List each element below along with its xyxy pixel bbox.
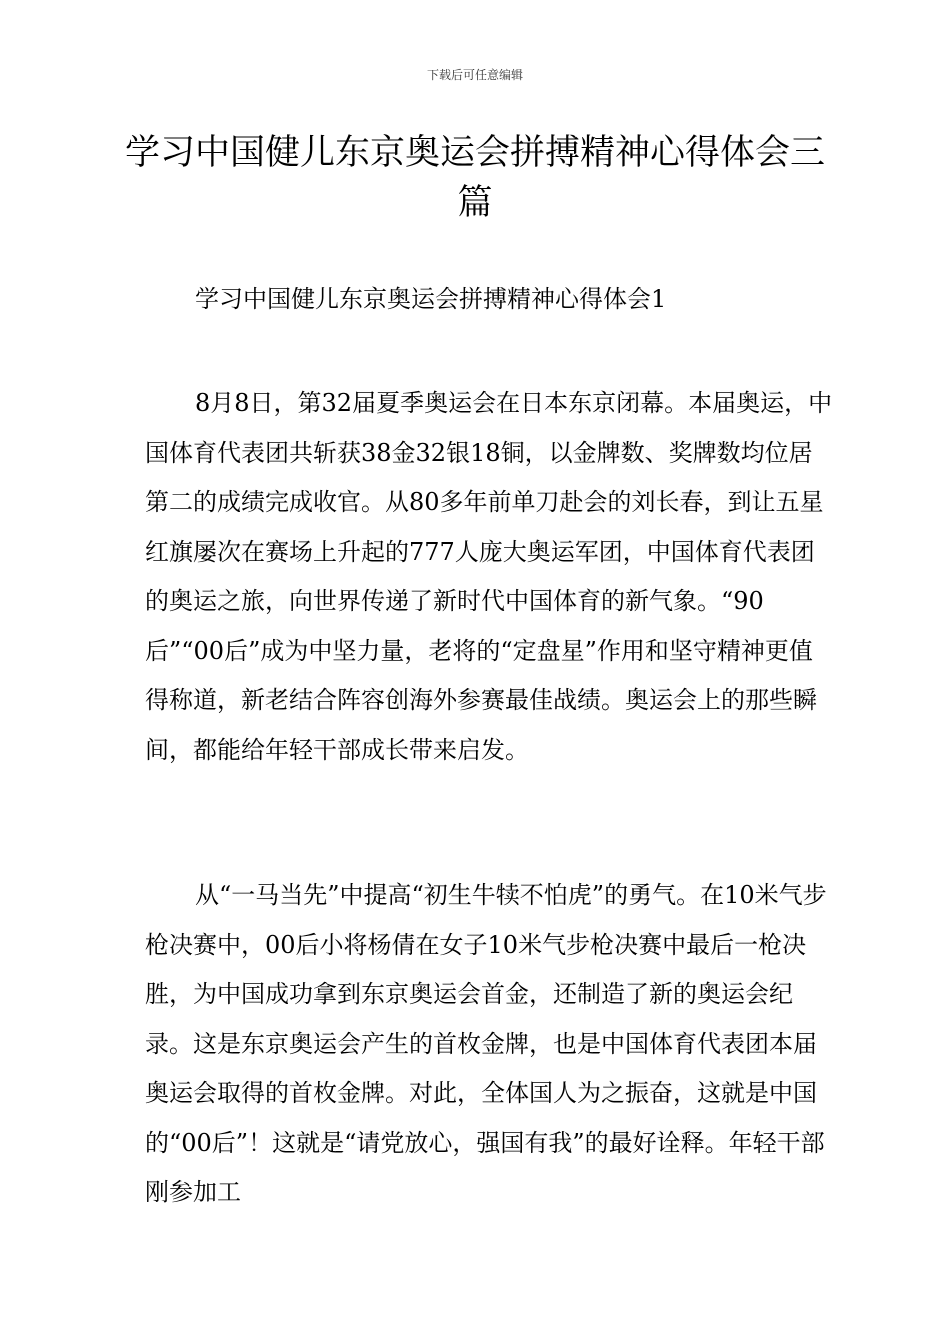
document-title: 学习中国健儿东京奥运会拼搏精神心得体会三篇: [124, 133, 825, 223]
section-heading: 学习中国健儿东京奥运会拼搏精神心得体会1: [195, 285, 667, 313]
paragraph-2: 从“一马当先”中提高“初生牛犊不怕虎”的勇气。在10米气步枪决赛中，00后小将杨倩在女子10米气步枪决赛中最后一枪决胜，为中国成功拿到东京奥运会首金，还制造了新的奥运会纪录。这是东京奥运会产生的首枚金牌，也是中国体育代表团本届奥运会取得的首枚金牌。对此，全体国人为之振奋，这就是中国的“00后”！这就是“请党放心，强国有我”的最好诠释。年轻干部刚参加工: [145, 881, 827, 1206]
header-note: 下载后可任意编辑: [426, 68, 523, 82]
paragraph-1: 8月8日，第32届夏季奥运会在日本东京闭幕。本届奥运，中国体育代表团共斩获38金32银18铜，以金牌数、奖牌数均位居第二的成绩完成收官。从80多年前单刀赴会的刘长春，到让五星红旗屡次在赛场上升起的777人庞大奥运军团，中国体育代表团的奥运之旅，向世界传递了新时代中国体育的新气象。“90后”“00后”成为中坚力量，老将的“定盘星”作用和坚守精神更值得称道，新老结合阵容创海外参赛最佳战绩。奥运会上的那些瞬间，都能给年轻干部成长带来启发。: [145, 389, 833, 764]
